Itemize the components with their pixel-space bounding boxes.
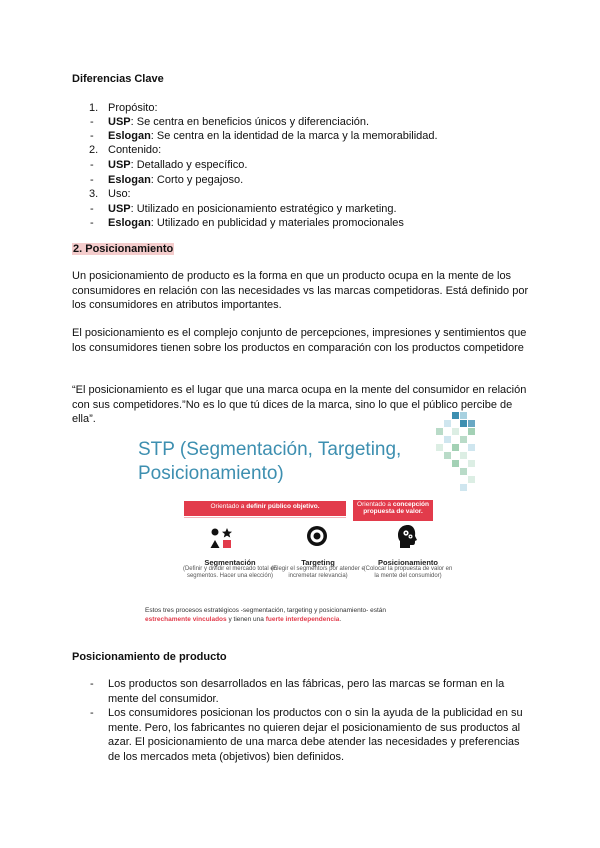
term: Eslogan (108, 174, 151, 186)
dash-bullet: - (90, 174, 94, 186)
bar-prefix: Orientado a (210, 503, 247, 510)
bar-prefix: Orientado a (357, 501, 393, 508)
column-desc-targeting: (Elegir el segmento/s por atender e incremetar relevancia) (271, 566, 365, 579)
list-number: 2. (89, 144, 99, 156)
list-item-label: Contenido: (108, 144, 162, 156)
quote-paragraph: “El posicionamiento es el lugar que una marca ocupa en la mente del consumidor en relación con sus competidores.”No es lo que tú dices de la marca, sino lo que el público percibe de ella”. (72, 384, 527, 425)
dash-bullet: - (90, 203, 94, 215)
term: Eslogan (108, 130, 151, 142)
list-item-label: Uso: (108, 188, 131, 200)
shapes-icon (210, 527, 236, 551)
list-point (108, 115, 369, 130)
point-text: : Corto y pegajoso. (150, 174, 244, 186)
point-text: : Se centra en la identidad de la marca y la memorabilidad. (150, 130, 438, 142)
bullet-text: Los productos son desarrollados en las fábricas, pero las marcas se forman en la mente del consumidor. (108, 678, 505, 705)
section-heading (72, 242, 174, 257)
list-number: 1. (89, 102, 99, 114)
product-positioning-heading: Posicionamiento de producto (72, 651, 227, 663)
point-text: : Detallado y específico. (130, 159, 248, 171)
list-point (108, 129, 438, 144)
column-label-targeting: Targeting (301, 558, 335, 567)
dash-bullet: - (90, 116, 94, 128)
term: USP (108, 203, 131, 215)
footer-highlight: estrechamente vinculados (145, 616, 227, 623)
paragraph: Un posicionamiento de producto es la forma en que un producto ocupa en la mente de los consumidores en relación con las necesidades vs las marcas competidoras. Está definido por los consumidores en atributos importantes. (72, 270, 529, 311)
term: USP (108, 116, 131, 128)
paragraph: El posicionamiento es el complejo conjunto de percepciones, impresiones y sentimientos que los consumidores tienen sobre los productos en comparación con los productos competidore (72, 327, 527, 354)
column-label-segmentation: Segmentación (204, 558, 256, 567)
point-text: : Se centra en beneficios únicos y diferenciación. (130, 116, 370, 128)
bar-value-proposition (353, 500, 433, 521)
point-text: : Utilizado en publicidad y materiales promocionales (150, 217, 404, 229)
dash-bullet: - (90, 707, 94, 719)
list-item-label: Propósito: (108, 102, 158, 114)
dash-bullet: - (90, 678, 94, 690)
dash-bullet: - (90, 217, 94, 229)
stp-figure (138, 410, 478, 632)
list-point (108, 216, 404, 231)
footer-highlight: fuerte interdependencia (265, 616, 340, 623)
list-point (108, 173, 243, 188)
bar-bold: definir público objetivo. (246, 503, 320, 510)
point-text: : Utilizado en posicionamiento estratégico y marketing. (130, 203, 397, 215)
bar-define-audience (184, 501, 346, 516)
section-heading-text: 2. Posicionamiento (73, 243, 174, 255)
dash-bullet: - (90, 130, 94, 142)
differences-heading: Diferencias Clave (72, 73, 164, 85)
bar-underline (184, 517, 346, 518)
bullet-text: Los consumidores posicionan los productos con o sin la ayuda de la publicidad en su mente. Pero, los fabricantes no quieren dejar el posicionamiento de sus productos al azar. El posicionamiento de una marca debe atender las necesidades y preferencias de los mercados meta (objetivos) bien definidos. (108, 707, 523, 763)
column-desc-positioning: (Colocar la propuesta de valor en la mente del consumidor) (363, 566, 453, 579)
list-point (108, 202, 397, 217)
target-icon (306, 525, 328, 547)
footer-end: . (339, 616, 342, 623)
list-number: 3. (89, 188, 99, 200)
list-point (108, 158, 247, 173)
bar-bold: concepción propuesta de valor. (363, 501, 429, 515)
footer-text: Estos tres procesos estratégicos -segmentación, targeting y posicionamiento- están (145, 607, 386, 614)
column-desc-segmentation: (Definir y dividir el mercado total en segmentos. Hacer una elección) (182, 566, 278, 579)
footer-text: y tienen una (226, 616, 266, 623)
figure-title: STP (Segmentación, Targeting, Posicionamiento) (138, 439, 402, 484)
term: Eslogan (108, 217, 151, 229)
figure-footer (145, 606, 475, 624)
term: USP (108, 159, 131, 171)
decorative-grid (434, 412, 474, 498)
dash-bullet: - (90, 159, 94, 171)
column-label-positioning: Posicionamiento (377, 558, 438, 567)
head-gears-icon (396, 524, 420, 550)
